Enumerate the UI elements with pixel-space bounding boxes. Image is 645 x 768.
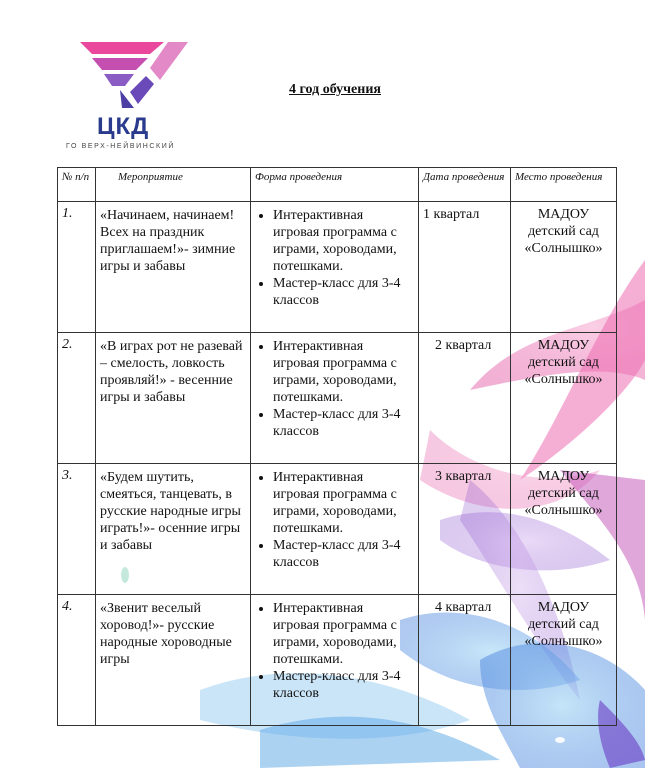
form-item: • Мастер-класс для 3-4 классов [273, 537, 412, 571]
header-date: Дата проведения [419, 168, 511, 202]
event-date: 4 квартал [419, 595, 511, 726]
row-number: 3. [58, 464, 96, 595]
form-item: • Мастер-класс для 3-4 классов [273, 406, 412, 440]
form-item: • Мастер-класс для 3-4 классов [273, 275, 412, 309]
table-row [58, 595, 617, 726]
form-item: • Интерактивная игровая программа с играми, хороводами, потешками. [273, 207, 412, 275]
event-form [251, 464, 419, 595]
event-form [251, 333, 419, 464]
table-row [58, 464, 617, 595]
logo-name: ЦКД [97, 113, 150, 140]
event-name: «Начинаем, начинаем! Всех на праздник приглашаем!»- зимние игры и забавы [96, 202, 251, 333]
event-form [251, 595, 419, 726]
header-form: Форма проведения [251, 168, 419, 202]
logo-subtitle: ГО ВЕРХ-НЕЙВИНСКИЙ [66, 143, 175, 150]
form-item: • Интерактивная игровая программа с играми, хороводами, потешками. [273, 469, 412, 537]
event-form [251, 202, 419, 333]
form-item: • Интерактивная игровая программа с играми, хороводами, потешками. [273, 338, 412, 406]
form-item: • Мастер-класс для 3-4 классов [273, 668, 412, 702]
event-place: МАДОУ детский сад «Солнышко» [511, 202, 617, 333]
event-place: МАДОУ детский сад «Солнышко» [511, 595, 617, 726]
event-name: «Будем шутить, смеяться, танцевать, в русские народные игры играть!»- осенние игры и забавы [96, 464, 251, 595]
page-title: 4 год обучения [289, 82, 381, 97]
table-header-row [58, 168, 617, 202]
event-date: 2 квартал [419, 333, 511, 464]
row-number: 4. [58, 595, 96, 726]
events-table [57, 167, 617, 726]
event-date: 3 квартал [419, 464, 511, 595]
header-num: № п/п [58, 168, 96, 202]
event-place: МАДОУ детский сад «Солнышко» [511, 464, 617, 595]
event-name: «Звенит веселый хоровод!»- русские народные хороводные игры [96, 595, 251, 726]
event-place: МАДОУ детский сад «Солнышко» [511, 333, 617, 464]
form-item: • Интерактивная игровая программа с играми, хороводами, потешками. [273, 600, 412, 668]
header-event: Мероприятие [96, 168, 251, 202]
header-place: Место проведения [511, 168, 617, 202]
table-row [58, 333, 617, 464]
event-date: 1 квартал [419, 202, 511, 333]
table-row [58, 202, 617, 333]
event-name: «В играх рот не разевай – смелость, ловкость проявляй!» - весенние игры и забавы [96, 333, 251, 464]
row-number: 1. [58, 202, 96, 333]
row-number: 2. [58, 333, 96, 464]
